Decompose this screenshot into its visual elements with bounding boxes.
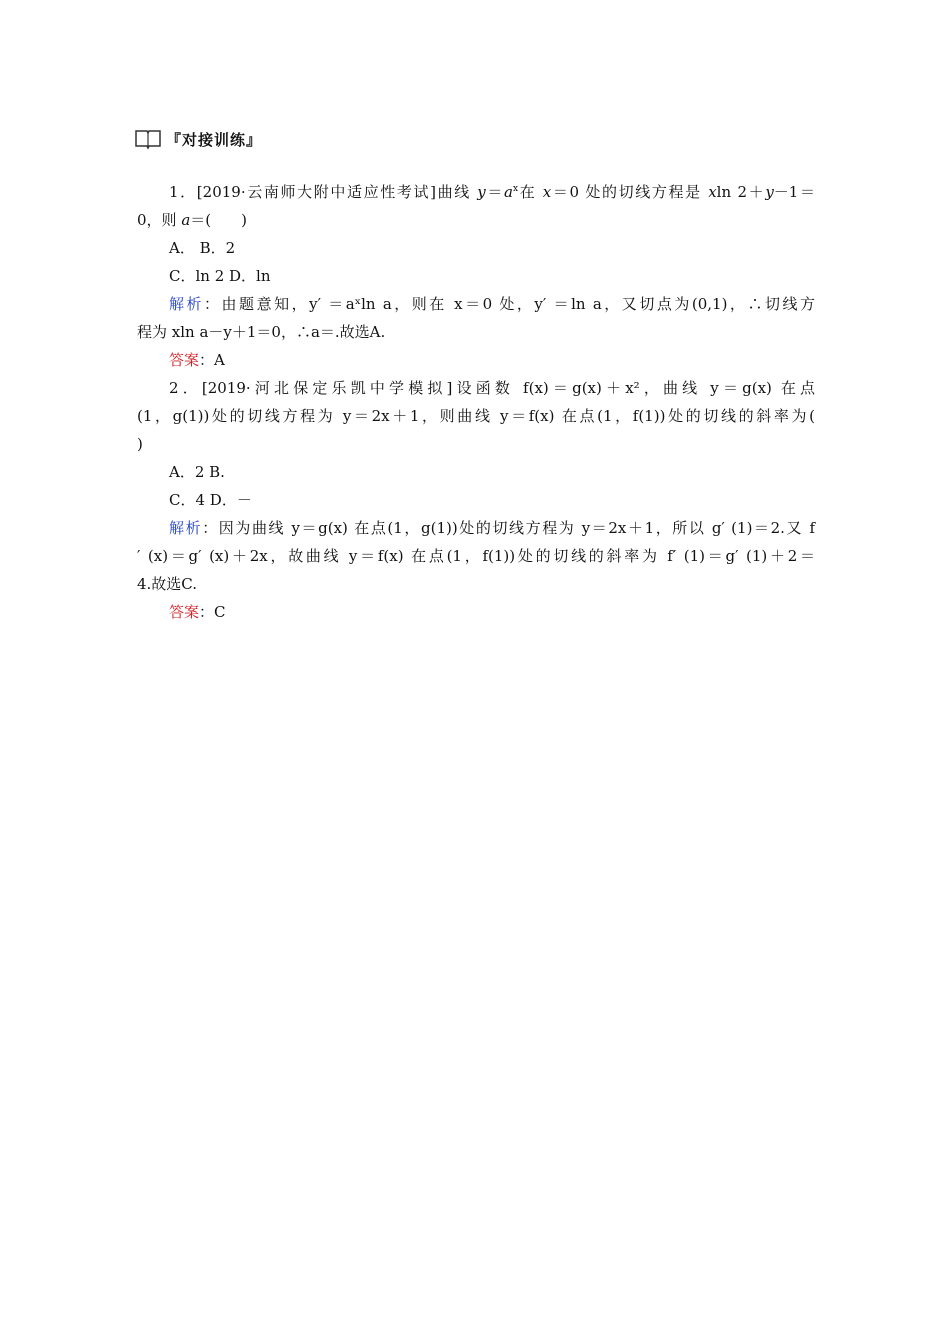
q2-stem-line3: ): [137, 435, 143, 453]
q2-answer: 答案：C: [169, 603, 226, 621]
answer-label: 答案: [169, 603, 200, 621]
q1-answer: 答案：A: [169, 351, 225, 369]
solution-label: 解析: [169, 519, 203, 537]
q2-options-ab: A．2 B.: [169, 463, 225, 481]
q2-solution-line1: 解析：因为曲线 y＝g(x) 在点(1，g(1))处的切线方程为 y＝2x＋1，所以 g′ (1)＝2.又 f: [169, 519, 815, 537]
section-title: 『对接训练』: [166, 130, 263, 149]
q2-stem-line2: (1，g(1))处的切线方程为 y＝2x＋1，则曲线 y＝f(x) 在点(1，f(1))处的切线的斜率为(: [137, 407, 815, 425]
q1-options-cd: C．ln 2 D．ln: [169, 267, 271, 285]
q2-solution-line3: 4.故选C.: [137, 575, 198, 593]
content-body: [137, 178, 815, 626]
book-icon: [134, 128, 162, 150]
q2-options-cd: C．4 D．－: [169, 491, 252, 509]
q1-stem-line1: 1．[2019·云南师大附中适应性考试]曲线 $y=a^x$在 x＝0 处的切线方程是 xln 2＋y－1＝: [169, 183, 815, 201]
section-header: [134, 124, 262, 154]
q1-options-ab: A． B．2: [169, 239, 236, 257]
q1-solution-line1: 解析：由题意知，y′ ＝aˣln a，则在 x＝0 处，y′ ＝ln a，又切点为(0,1)，∴切线方: [169, 295, 815, 313]
q2-solution-line2: ′ (x)＝g′ (x)＋2x，故曲线 y＝f(x) 在点(1，f(1))处的切线的斜率为 f′ (1)＝g′ (1)＋2＝: [137, 547, 815, 565]
solution-label: 解析: [169, 295, 205, 313]
answer-label: 答案: [169, 351, 200, 369]
q2-stem-line1: 2．[2019·河北保定乐凯中学模拟]设函数 f(x)＝g(x)＋x²，曲线 y＝g(x) 在点: [169, 379, 815, 397]
q1-stem-line2: 0，则 a＝( ): [137, 211, 247, 229]
q1-solution-line2: 程为 xln a－y＋1＝0，∴a＝.故选A.: [137, 323, 386, 341]
